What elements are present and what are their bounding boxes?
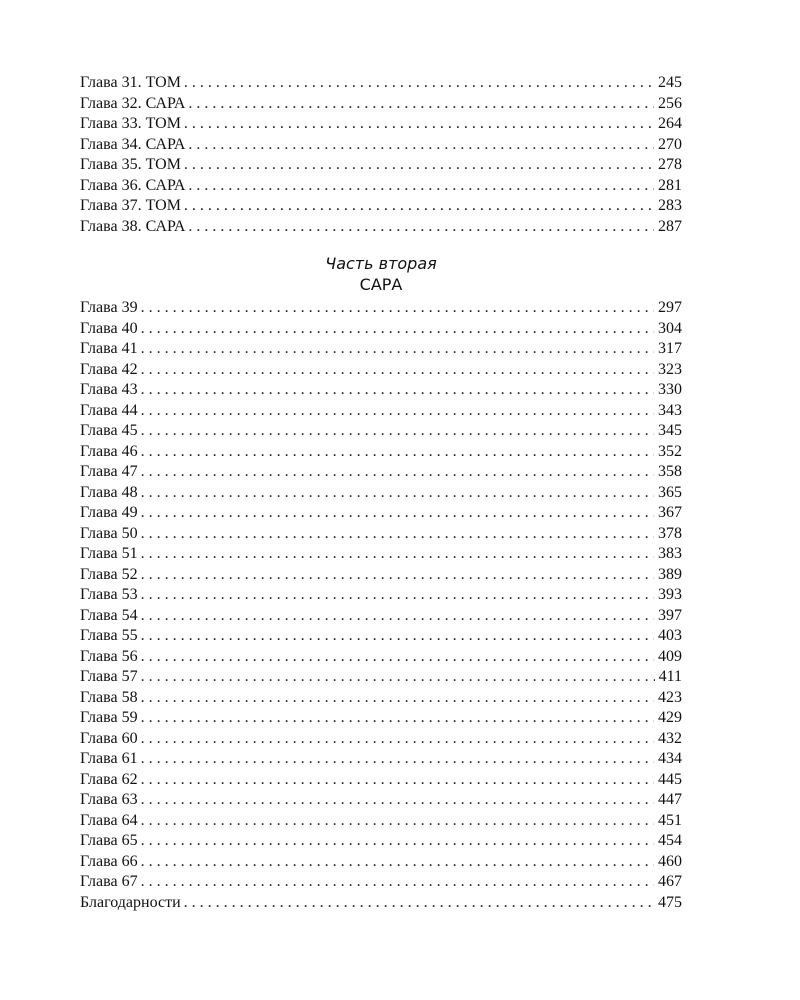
toc-leader-dots: [141, 872, 654, 893]
toc-leader-dots: [141, 380, 654, 401]
toc-entry[interactable]: [80, 729, 682, 750]
toc-entry[interactable]: [80, 565, 682, 586]
toc-entry[interactable]: [80, 852, 682, 873]
toc-leader-dots: [141, 831, 654, 852]
toc-entry-page: 264: [658, 115, 682, 132]
toc-entry[interactable]: [80, 749, 682, 770]
toc-entry[interactable]: [80, 524, 682, 545]
toc-leader-dots: [184, 155, 654, 176]
toc-entry-page: 403: [658, 627, 682, 644]
toc-entry-title: Глава 36. САРА: [80, 176, 186, 194]
toc-entry-page: 256: [658, 94, 682, 112]
toc-leader-dots: [141, 565, 654, 586]
toc-entry[interactable]: [80, 688, 682, 709]
toc-leader-dots: [141, 585, 654, 606]
toc-entry[interactable]: [80, 626, 682, 647]
toc-leader-dots: [141, 462, 654, 483]
toc-entry-page: 383: [658, 545, 682, 562]
toc-leader-dots: [188, 94, 654, 115]
toc-leader-dots: [141, 360, 654, 381]
toc-leader-dots: [188, 217, 654, 238]
toc-entry-title: Глава 35. ТОМ: [80, 156, 181, 173]
toc-entry-page: 434: [658, 750, 682, 767]
toc-leader-dots: [141, 708, 654, 729]
toc-leader-dots: [141, 339, 654, 360]
toc-entry-page: 409: [658, 647, 682, 665]
toc-entry-title: Глава 42: [80, 360, 138, 378]
toc-entry-page: 270: [658, 135, 682, 153]
toc-entry-title: Глава 44: [80, 401, 138, 419]
toc-entry-page: 323: [658, 360, 682, 378]
toc-entry-title: Глава 32. САРА: [80, 94, 186, 112]
toc-entry-title: Глава 33. ТОМ: [80, 115, 181, 132]
toc-entry[interactable]: [80, 401, 682, 422]
toc-entry-page: 345: [658, 422, 682, 439]
toc-entry-title: Глава 41: [80, 340, 138, 357]
toc-entry-title: Глава 49: [80, 504, 138, 521]
toc-entry-title: Глава 43: [80, 381, 138, 398]
toc-entry-page: 287: [658, 217, 682, 235]
toc-leader-dots: [184, 114, 654, 135]
toc-leader-dots: [141, 770, 654, 791]
toc-entry-title: Глава 61: [80, 750, 138, 767]
toc-entry-page: 389: [658, 565, 682, 583]
toc-entry-page: 281: [658, 176, 682, 194]
toc-entry-page: 378: [658, 524, 682, 542]
toc-leader-dots: [141, 503, 654, 524]
toc-entry[interactable]: [80, 647, 682, 668]
toc-entry[interactable]: [80, 503, 682, 524]
toc-entry-page: 278: [658, 156, 682, 173]
toc-entry[interactable]: [80, 298, 682, 319]
toc-entry[interactable]: [80, 831, 682, 852]
toc-entry[interactable]: [80, 893, 682, 914]
toc-leader-dots: [141, 421, 654, 442]
toc-entry[interactable]: [80, 585, 682, 606]
toc-leader-dots: [188, 176, 654, 197]
toc-entry-title: Глава 50: [80, 524, 138, 542]
toc-entry-title: Глава 55: [80, 627, 138, 644]
toc-entry-page: 393: [658, 586, 682, 603]
toc-entry-title: Глава 38. САРА: [80, 217, 186, 235]
toc-entry[interactable]: [80, 483, 682, 504]
toc-entry[interactable]: [80, 462, 682, 483]
toc-entry-page: 445: [658, 770, 682, 788]
toc-entry-page: 304: [658, 319, 682, 337]
toc-entry-page: 283: [658, 197, 682, 214]
toc-entry-page: 365: [658, 483, 682, 501]
toc-leader-dots: [141, 626, 654, 647]
toc-entry-page: 460: [658, 852, 682, 870]
toc-entry-title: Глава 48: [80, 483, 138, 501]
toc-entry-title: Глава 59: [80, 709, 138, 726]
toc-entry-page: 367: [658, 504, 682, 521]
toc-list-part-one-tail: [80, 73, 682, 237]
toc-leader-dots: [141, 667, 655, 688]
toc-entry[interactable]: [80, 544, 682, 565]
toc-entry[interactable]: [80, 872, 682, 893]
toc-entry[interactable]: [80, 811, 682, 832]
toc-entry-title: Глава 60: [80, 729, 138, 747]
toc-entry-title: Глава 54: [80, 606, 138, 624]
toc-entry[interactable]: [80, 770, 682, 791]
toc-entry-page: 245: [658, 74, 682, 91]
toc-entry-title: Глава 46: [80, 442, 138, 460]
toc-entry-page: 475: [658, 893, 682, 911]
toc-entry[interactable]: [80, 606, 682, 627]
toc-entry-page: 317: [658, 340, 682, 357]
toc-entry-page: 330: [658, 381, 682, 398]
toc-entry-title: Глава 47: [80, 463, 138, 480]
toc-leader-dots: [141, 606, 654, 627]
toc-entry[interactable]: [80, 135, 682, 156]
toc-entry[interactable]: [80, 319, 682, 340]
toc-leader-dots: [141, 811, 654, 832]
toc-entry-page: 451: [658, 811, 682, 829]
toc-entry[interactable]: [80, 708, 682, 729]
toc-entry-title: Глава 65: [80, 832, 138, 849]
toc-entry-title: Глава 57: [80, 668, 138, 685]
toc-entry[interactable]: [80, 360, 682, 381]
toc-entry[interactable]: [80, 196, 682, 217]
toc-entry-title: Глава 62: [80, 770, 138, 788]
toc-entry-title: Глава 53: [80, 586, 138, 603]
toc-entry-page: 423: [658, 688, 682, 706]
toc-leader-dots: [184, 196, 654, 217]
table-of-contents-page: [80, 73, 682, 913]
toc-list-part-two: [80, 298, 682, 913]
toc-entry-page: 411: [658, 668, 682, 685]
toc-leader-dots: [141, 524, 654, 545]
toc-leader-dots: [141, 852, 654, 873]
toc-entry-title: Глава 37. ТОМ: [80, 197, 181, 214]
toc-entry-title: Глава 39: [80, 299, 138, 316]
toc-entry-page: 454: [658, 832, 682, 849]
toc-leader-dots: [184, 73, 654, 94]
toc-leader-dots: [141, 544, 654, 565]
toc-entry[interactable]: [80, 667, 682, 688]
toc-leader-dots: [188, 135, 654, 156]
toc-leader-dots: [184, 893, 654, 914]
toc-entry-page: 432: [658, 729, 682, 747]
toc-entry-title: Благодарности: [80, 893, 181, 911]
toc-entry-page: 352: [658, 442, 682, 460]
toc-entry-title: Глава 40: [80, 319, 138, 337]
toc-entry-page: 429: [658, 709, 682, 726]
part-title: Часть вторая: [325, 254, 437, 273]
toc-entry-page: 343: [658, 401, 682, 419]
toc-entry[interactable]: [80, 421, 682, 442]
toc-entry-title: Глава 58: [80, 688, 138, 706]
toc-entry-page: 297: [658, 299, 682, 316]
toc-entry-page: 397: [658, 606, 682, 624]
toc-entry-title: Глава 67: [80, 873, 138, 890]
toc-entry-title: Глава 66: [80, 852, 138, 870]
toc-entry[interactable]: [80, 73, 682, 94]
toc-entry-title: Глава 56: [80, 647, 138, 665]
toc-entry-title: Глава 31. ТОМ: [80, 74, 181, 91]
toc-entry-title: Глава 51: [80, 545, 138, 562]
toc-entry-title: Глава 52: [80, 565, 138, 583]
toc-entry[interactable]: [80, 217, 682, 238]
toc-entry-title: Глава 45: [80, 422, 138, 439]
toc-leader-dots: [141, 401, 654, 422]
toc-entry[interactable]: [80, 155, 682, 176]
toc-entry-title: Глава 63: [80, 791, 138, 808]
toc-entry[interactable]: [80, 442, 682, 463]
toc-leader-dots: [141, 749, 654, 770]
part-two-header: [80, 253, 682, 295]
toc-entry-title: Глава 34. САРА: [80, 135, 186, 153]
toc-leader-dots: [141, 647, 654, 668]
toc-entry[interactable]: [80, 114, 682, 135]
toc-leader-dots: [141, 483, 654, 504]
toc-leader-dots: [141, 790, 654, 811]
toc-entry[interactable]: [80, 339, 682, 360]
toc-leader-dots: [141, 729, 654, 750]
toc-leader-dots: [141, 298, 654, 319]
toc-entry-page: 467: [658, 873, 682, 890]
toc-leader-dots: [141, 319, 654, 340]
toc-entry-page: 358: [658, 463, 682, 480]
toc-entry[interactable]: [80, 380, 682, 401]
toc-entry[interactable]: [80, 176, 682, 197]
toc-entry[interactable]: [80, 790, 682, 811]
toc-entry-page: 447: [658, 791, 682, 808]
toc-entry-title: Глава 64: [80, 811, 138, 829]
toc-leader-dots: [141, 688, 654, 709]
toc-entry[interactable]: [80, 94, 682, 115]
toc-leader-dots: [141, 442, 654, 463]
part-subtitle: САРА: [359, 275, 403, 294]
